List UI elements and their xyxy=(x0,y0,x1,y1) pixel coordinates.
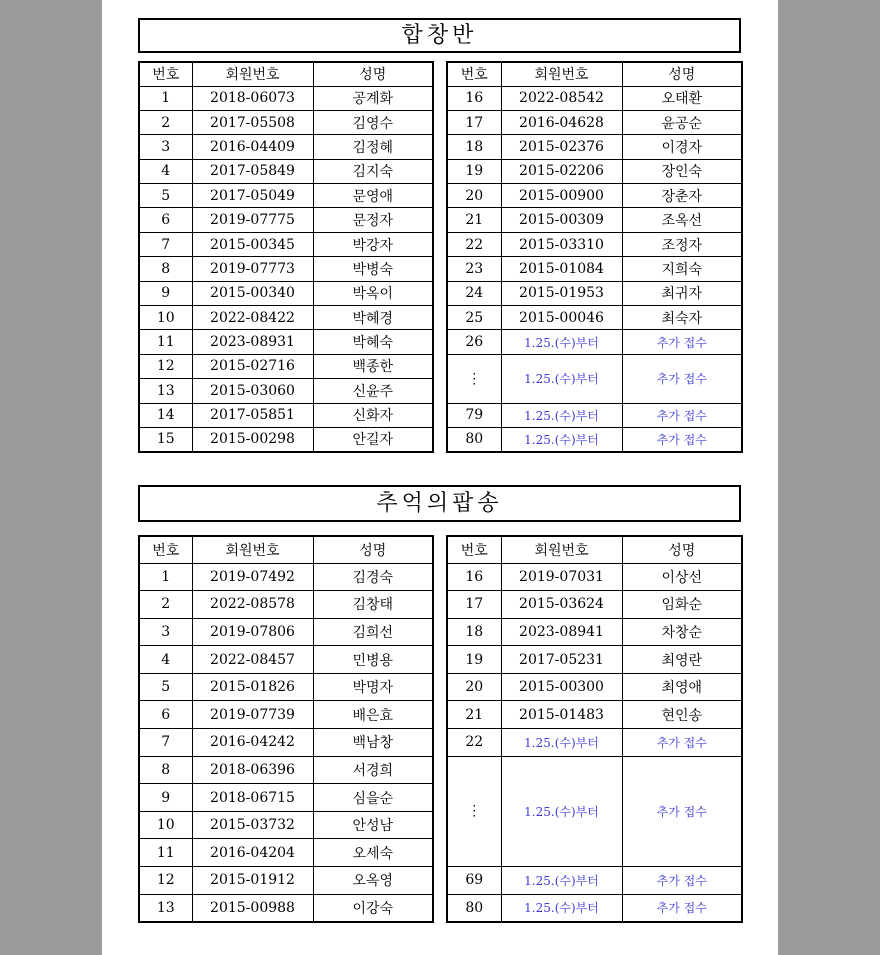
member-name: 이강숙 xyxy=(313,894,433,922)
pending-start-date: 1.25.(수)부터 xyxy=(501,729,622,757)
row-number: 22 xyxy=(447,729,501,757)
table-row xyxy=(447,591,742,619)
pending-start-date: 1.25.(수)부터 xyxy=(501,894,622,922)
member-id: 2015-03310 xyxy=(501,232,622,256)
member-id: 2022-08542 xyxy=(501,86,622,110)
table-row xyxy=(139,354,433,378)
row-number: 25 xyxy=(447,306,501,330)
member-name: 조정자 xyxy=(622,232,742,256)
member-name: 백남창 xyxy=(313,729,433,757)
member-id: 2017-05231 xyxy=(501,646,622,674)
pending-row xyxy=(447,354,742,403)
table-row xyxy=(447,701,742,729)
row-number: 21 xyxy=(447,701,501,729)
col-header-member-id: 회원번호 xyxy=(192,536,313,563)
row-number: 19 xyxy=(447,646,501,674)
member-name: 김희선 xyxy=(313,618,433,646)
row-number: 20 xyxy=(447,184,501,208)
table-row xyxy=(139,110,433,134)
member-name: 안성남 xyxy=(313,811,433,839)
table-row xyxy=(139,867,433,895)
member-name: 심을순 xyxy=(313,784,433,812)
col-header-number: 번호 xyxy=(139,62,192,86)
row-number: 12 xyxy=(139,354,192,378)
member-id: 2023-08941 xyxy=(501,618,622,646)
pending-start-date: 1.25.(수)부터 xyxy=(501,427,622,451)
member-id: 2019-07492 xyxy=(192,563,313,591)
row-number: 1 xyxy=(139,563,192,591)
pending-note: 추가 접수 xyxy=(622,403,742,427)
table-row xyxy=(139,784,433,812)
member-name: 문정자 xyxy=(313,208,433,232)
row-number: 23 xyxy=(447,257,501,281)
member-name: 박명자 xyxy=(313,673,433,701)
pending-row xyxy=(447,330,742,354)
member-name: 지희숙 xyxy=(622,257,742,281)
member-id: 2018-06396 xyxy=(192,756,313,784)
member-id: 2019-07773 xyxy=(192,257,313,281)
member-name: 차창순 xyxy=(622,618,742,646)
row-number: 11 xyxy=(139,330,192,354)
table-row xyxy=(447,184,742,208)
row-number: 3 xyxy=(139,135,192,159)
member-id: 2015-00300 xyxy=(501,673,622,701)
table-row xyxy=(447,563,742,591)
member-id: 2015-03732 xyxy=(192,811,313,839)
member-id: 2019-07775 xyxy=(192,208,313,232)
pop-right-table xyxy=(446,535,743,923)
pending-note: 추가 접수 xyxy=(622,867,742,895)
table-row xyxy=(139,811,433,839)
table-row xyxy=(139,184,433,208)
member-id: 2015-02206 xyxy=(501,159,622,183)
row-number: 17 xyxy=(447,591,501,619)
table-row xyxy=(139,232,433,256)
table-row xyxy=(139,86,433,110)
member-name: 최귀자 xyxy=(622,281,742,305)
row-number: 19 xyxy=(447,159,501,183)
document-page xyxy=(102,0,778,955)
pending-row xyxy=(447,403,742,427)
member-name: 신윤주 xyxy=(313,379,433,403)
col-header-number: 번호 xyxy=(139,536,192,563)
pending-note: 추가 접수 xyxy=(622,756,742,866)
row-number: 2 xyxy=(139,110,192,134)
member-id: 2015-01483 xyxy=(501,701,622,729)
row-number: 14 xyxy=(139,403,192,427)
member-name: 현인송 xyxy=(622,701,742,729)
member-name: 서경희 xyxy=(313,756,433,784)
row-number: 80 xyxy=(447,427,501,451)
row-number: 13 xyxy=(139,894,192,922)
row-number: 6 xyxy=(139,208,192,232)
row-number: 18 xyxy=(447,135,501,159)
member-name: 김지숙 xyxy=(313,159,433,183)
row-number: 20 xyxy=(447,673,501,701)
pending-row xyxy=(447,867,742,895)
member-id: 2022-08578 xyxy=(192,591,313,619)
table-row xyxy=(139,618,433,646)
member-name: 최숙자 xyxy=(622,306,742,330)
row-number: 10 xyxy=(139,306,192,330)
member-id: 2015-01084 xyxy=(501,257,622,281)
col-header-name: 성명 xyxy=(313,62,433,86)
pending-start-date: 1.25.(수)부터 xyxy=(501,330,622,354)
member-id: 2016-04409 xyxy=(192,135,313,159)
row-number: 4 xyxy=(139,159,192,183)
member-name: 박옥이 xyxy=(313,281,433,305)
row-number: 26 xyxy=(447,330,501,354)
col-header-name: 성명 xyxy=(313,536,433,563)
row-number: 12 xyxy=(139,867,192,895)
table-row xyxy=(139,281,433,305)
member-name: 이상선 xyxy=(622,563,742,591)
member-id: 2015-02716 xyxy=(192,354,313,378)
table-row xyxy=(139,330,433,354)
table-header-row xyxy=(139,536,433,563)
pending-note: 추가 접수 xyxy=(622,427,742,451)
col-header-member-id: 회원번호 xyxy=(501,62,622,86)
member-name: 김영수 xyxy=(313,110,433,134)
row-number: 4 xyxy=(139,646,192,674)
col-header-member-id: 회원번호 xyxy=(501,536,622,563)
row-number: 7 xyxy=(139,232,192,256)
member-id: 2019-07739 xyxy=(192,701,313,729)
member-name: 김경숙 xyxy=(313,563,433,591)
table-row xyxy=(447,110,742,134)
row-number: 17 xyxy=(447,110,501,134)
member-name: 신화자 xyxy=(313,403,433,427)
member-name: 공계화 xyxy=(313,86,433,110)
table-header-row xyxy=(447,536,742,563)
table-header-row xyxy=(447,62,742,86)
member-id: 2023-08931 xyxy=(192,330,313,354)
table-row xyxy=(139,306,433,330)
member-name: 조옥선 xyxy=(622,208,742,232)
pending-note: 추가 접수 xyxy=(622,354,742,403)
table-row xyxy=(447,208,742,232)
pending-start-date: 1.25.(수)부터 xyxy=(501,354,622,403)
table-row xyxy=(447,86,742,110)
col-header-member-id: 회원번호 xyxy=(192,62,313,86)
row-number: 16 xyxy=(447,563,501,591)
member-id: 2016-04204 xyxy=(192,839,313,867)
row-number: 18 xyxy=(447,618,501,646)
member-id: 2019-07806 xyxy=(192,618,313,646)
member-name: 이경자 xyxy=(622,135,742,159)
member-id: 2016-04242 xyxy=(192,729,313,757)
row-number: 8 xyxy=(139,756,192,784)
member-id: 2017-05849 xyxy=(192,159,313,183)
row-number: 5 xyxy=(139,184,192,208)
table-row xyxy=(447,257,742,281)
member-name: 장춘자 xyxy=(622,184,742,208)
table-row xyxy=(139,208,433,232)
table-row xyxy=(139,563,433,591)
row-number: 15 xyxy=(139,427,192,451)
row-number: 22 xyxy=(447,232,501,256)
table-header-row xyxy=(139,62,433,86)
pending-note: 추가 접수 xyxy=(622,330,742,354)
table-row xyxy=(447,232,742,256)
table-row xyxy=(139,159,433,183)
member-name: 최영애 xyxy=(622,673,742,701)
member-name: 문영애 xyxy=(313,184,433,208)
member-name: 윤공순 xyxy=(622,110,742,134)
table-row xyxy=(139,839,433,867)
table-row xyxy=(139,894,433,922)
pending-start-date: 1.25.(수)부터 xyxy=(501,867,622,895)
col-header-name: 성명 xyxy=(622,536,742,563)
member-id: 2015-03624 xyxy=(501,591,622,619)
member-id: 2018-06073 xyxy=(192,86,313,110)
pending-row xyxy=(447,894,742,922)
member-name: 박강자 xyxy=(313,232,433,256)
member-id: 2022-08422 xyxy=(192,306,313,330)
member-name: 오태환 xyxy=(622,86,742,110)
row-number: 79 xyxy=(447,403,501,427)
row-number: 69 xyxy=(447,867,501,895)
member-id: 2017-05508 xyxy=(192,110,313,134)
table-row xyxy=(447,281,742,305)
member-id: 2015-00046 xyxy=(501,306,622,330)
member-id: 2015-00988 xyxy=(192,894,313,922)
member-id: 2018-06715 xyxy=(192,784,313,812)
row-number: 1 xyxy=(139,86,192,110)
row-number: 21 xyxy=(447,208,501,232)
col-header-number: 번호 xyxy=(447,536,501,563)
member-id: 2019-07031 xyxy=(501,563,622,591)
row-number: 3 xyxy=(139,618,192,646)
row-number: 11 xyxy=(139,839,192,867)
table-row xyxy=(139,673,433,701)
member-id: 2017-05851 xyxy=(192,403,313,427)
table-row xyxy=(447,135,742,159)
row-number: 6 xyxy=(139,701,192,729)
member-id: 2017-05049 xyxy=(192,184,313,208)
member-name: 박혜숙 xyxy=(313,330,433,354)
member-name: 박혜경 xyxy=(313,306,433,330)
pending-row xyxy=(447,729,742,757)
table-row xyxy=(447,618,742,646)
col-header-number: 번호 xyxy=(447,62,501,86)
member-name: 오세숙 xyxy=(313,839,433,867)
table-row xyxy=(139,379,433,403)
table-row xyxy=(139,403,433,427)
col-header-name: 성명 xyxy=(622,62,742,86)
member-name: 배은효 xyxy=(313,701,433,729)
row-number: 5 xyxy=(139,673,192,701)
row-number: 10 xyxy=(139,811,192,839)
section-title-choir: 합창반 xyxy=(138,18,741,53)
member-name: 민병용 xyxy=(313,646,433,674)
member-name: 장인숙 xyxy=(622,159,742,183)
table-row xyxy=(139,135,433,159)
member-id: 2015-03060 xyxy=(192,379,313,403)
table-row xyxy=(139,257,433,281)
table-row xyxy=(447,646,742,674)
choir-left-table xyxy=(138,61,434,453)
table-row xyxy=(139,756,433,784)
row-number: 13 xyxy=(139,379,192,403)
member-id: 2015-01826 xyxy=(192,673,313,701)
table-row xyxy=(139,591,433,619)
pending-start-date: 1.25.(수)부터 xyxy=(501,756,622,866)
table-row xyxy=(139,427,433,451)
member-name: 박병숙 xyxy=(313,257,433,281)
member-id: 2015-00309 xyxy=(501,208,622,232)
table-row xyxy=(139,701,433,729)
row-number: 16 xyxy=(447,86,501,110)
row-number: 24 xyxy=(447,281,501,305)
member-id: 2022-08457 xyxy=(192,646,313,674)
member-id: 2016-04628 xyxy=(501,110,622,134)
row-number: ⋮ xyxy=(447,354,501,403)
member-name: 안길자 xyxy=(313,427,433,451)
member-id: 2015-00298 xyxy=(192,427,313,451)
row-number: 9 xyxy=(139,281,192,305)
member-name: 최영란 xyxy=(622,646,742,674)
member-name: 김정혜 xyxy=(313,135,433,159)
member-id: 2015-02376 xyxy=(501,135,622,159)
row-number: 9 xyxy=(139,784,192,812)
row-number: 80 xyxy=(447,894,501,922)
member-name: 김창태 xyxy=(313,591,433,619)
pending-note: 추가 접수 xyxy=(622,729,742,757)
row-number: ⋮ xyxy=(447,756,501,866)
member-name: 백종한 xyxy=(313,354,433,378)
choir-right-table xyxy=(446,61,743,453)
pending-start-date: 1.25.(수)부터 xyxy=(501,403,622,427)
member-id: 2015-00900 xyxy=(501,184,622,208)
member-id: 2015-01912 xyxy=(192,867,313,895)
table-row xyxy=(447,159,742,183)
row-number: 2 xyxy=(139,591,192,619)
section-title-pop-songs: 추억의팝송 xyxy=(138,485,741,522)
pending-row xyxy=(447,427,742,451)
table-row xyxy=(139,646,433,674)
member-id: 2015-00340 xyxy=(192,281,313,305)
table-row xyxy=(447,673,742,701)
table-row xyxy=(139,729,433,757)
table-row xyxy=(447,306,742,330)
pop-left-table xyxy=(138,535,434,923)
member-id: 2015-00345 xyxy=(192,232,313,256)
member-id: 2015-01953 xyxy=(501,281,622,305)
pending-row xyxy=(447,756,742,866)
row-number: 7 xyxy=(139,729,192,757)
member-name: 오옥영 xyxy=(313,867,433,895)
pending-note: 추가 접수 xyxy=(622,894,742,922)
member-name: 임화순 xyxy=(622,591,742,619)
row-number: 8 xyxy=(139,257,192,281)
